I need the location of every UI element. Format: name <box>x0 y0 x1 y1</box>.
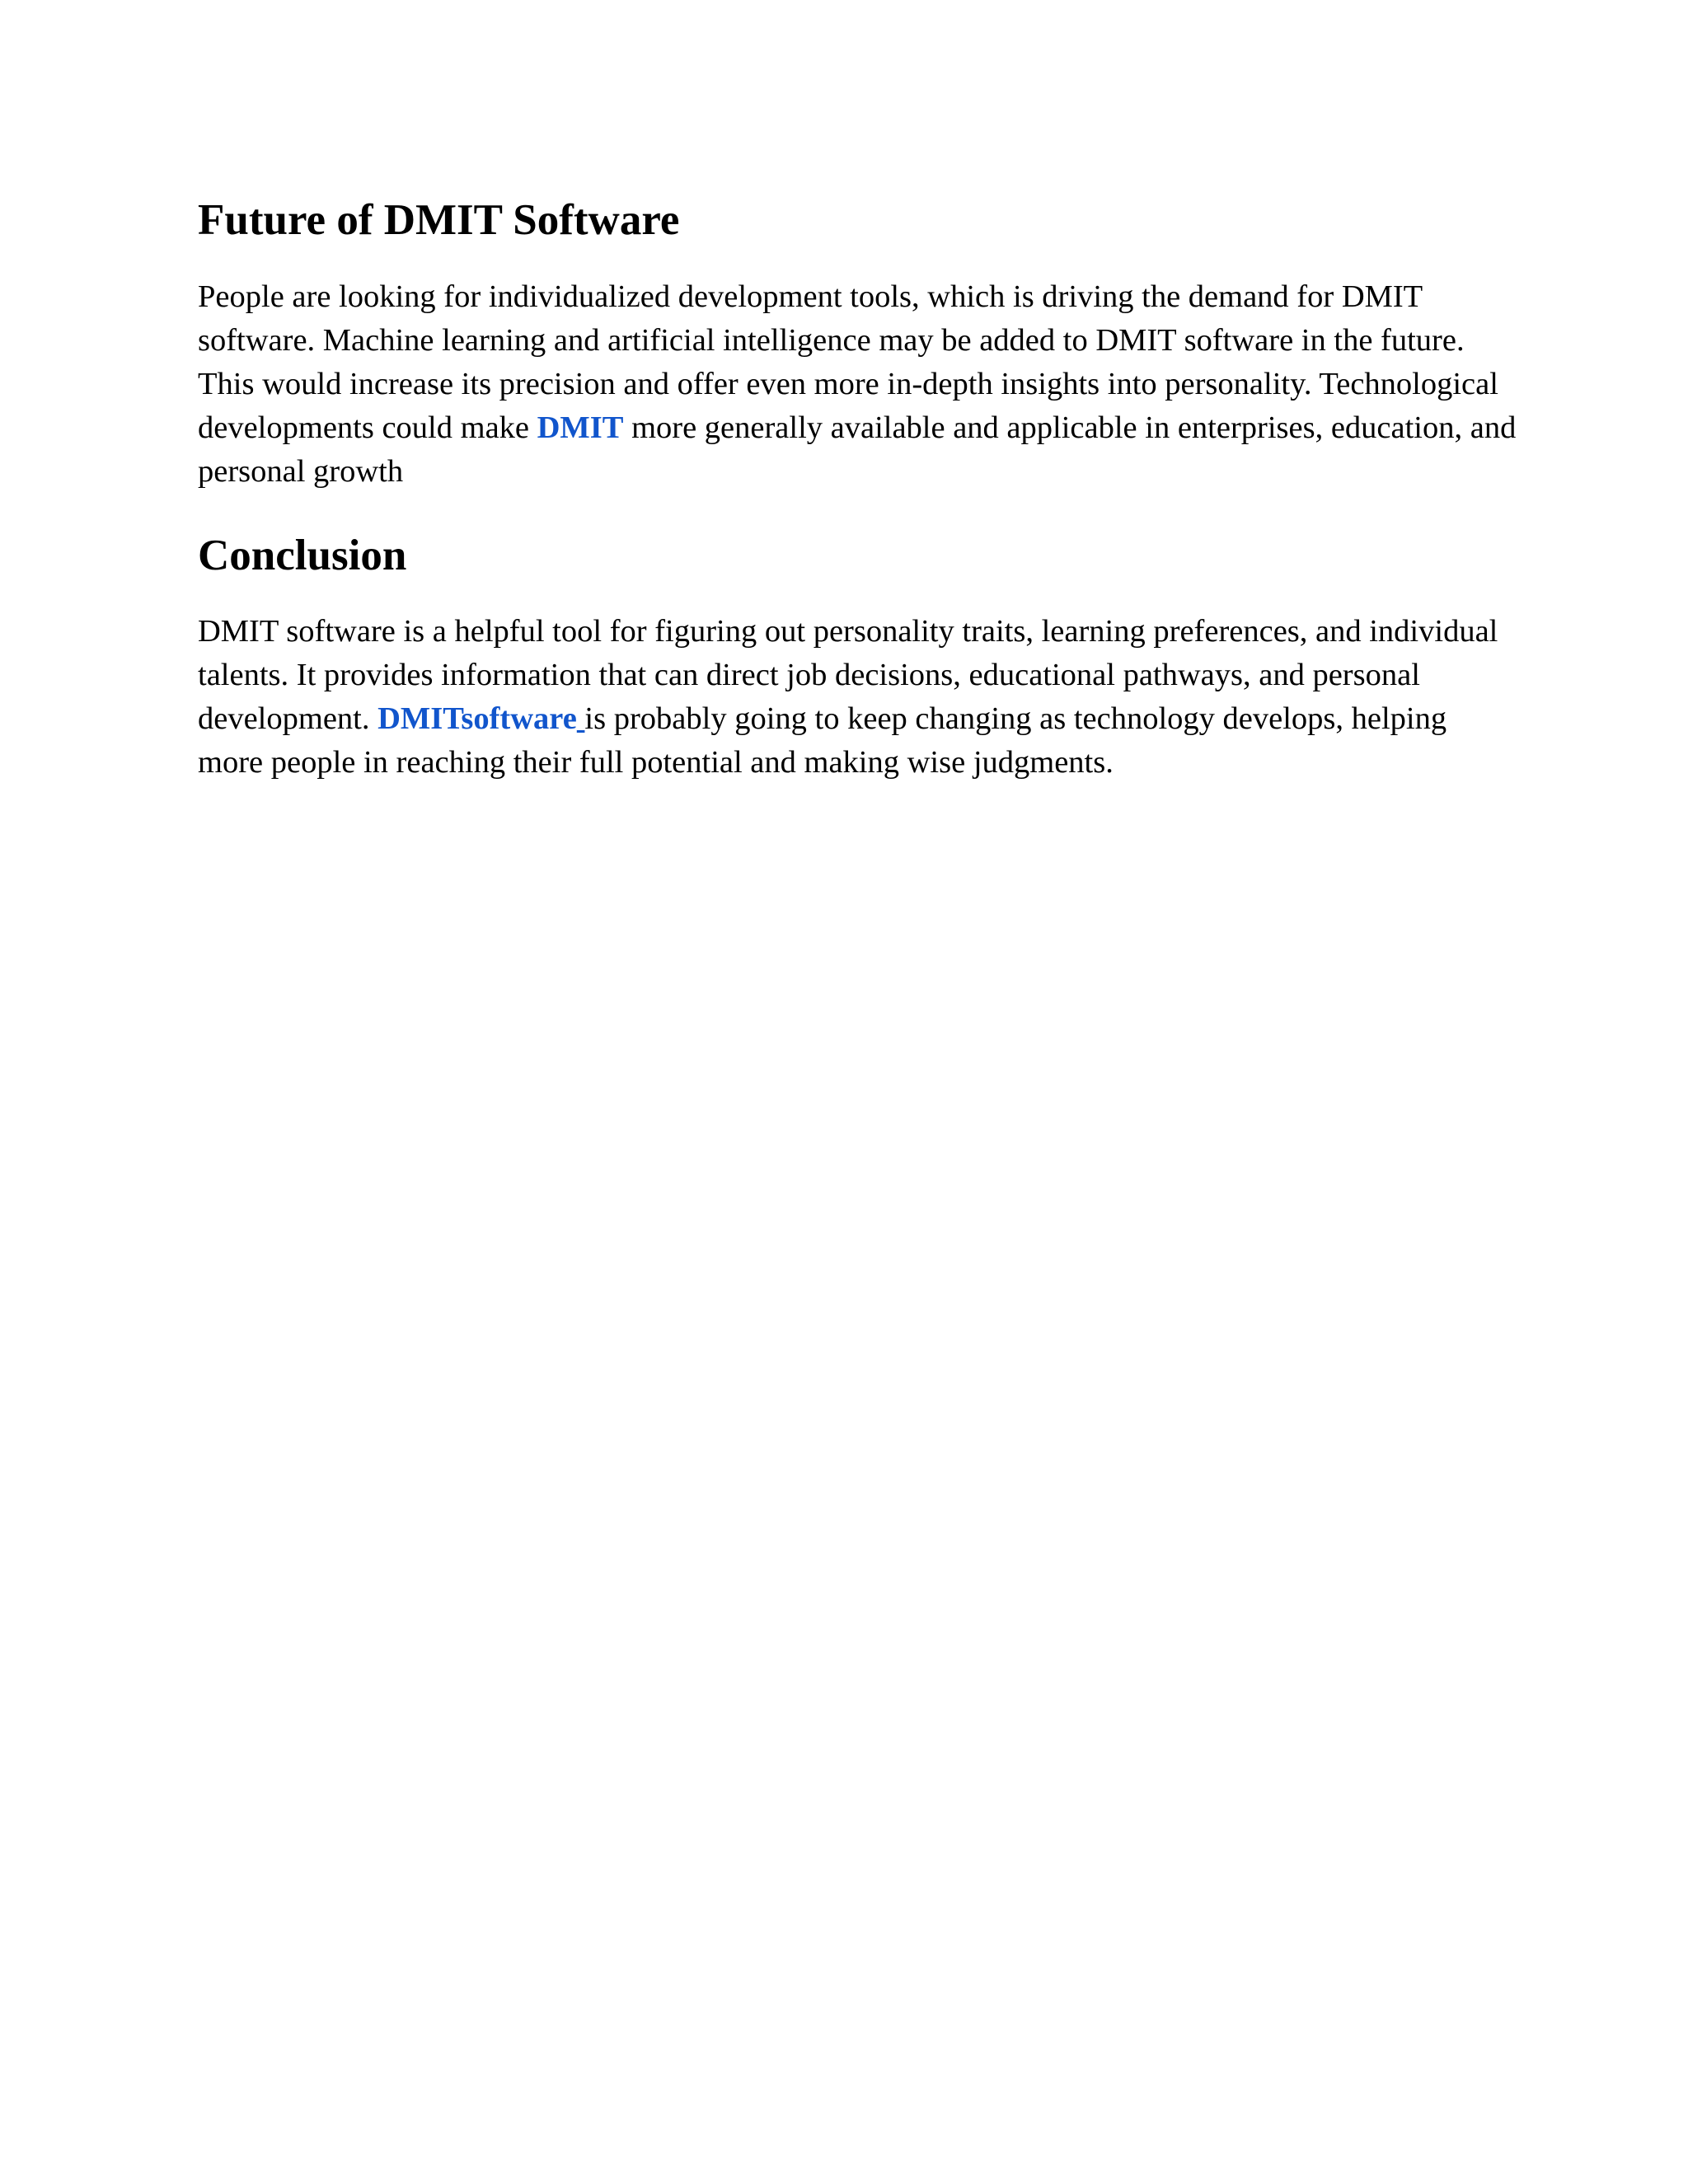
dmitsoftware-link-trailing-space[interactable] <box>577 701 585 736</box>
dmit-link[interactable]: DMIT <box>537 410 624 445</box>
document-page <box>198 186 1517 785</box>
heading-conclusion: Conclusion <box>198 531 407 579</box>
paragraph-conclusion <box>198 610 1517 785</box>
heading-future-of-dmit-software: Future of DMIT Software <box>198 196 680 244</box>
paragraph-conclusion-text-before-link: DMIT software is a helpful tool for figuring out personality traits, learning preferences, and individual talents. It provides information that can direct job decisions, educational pathways, and personal development. <box>198 614 1498 737</box>
paragraph-future-text-after-link: more generally available and applicable in enterprises, education, and personal growth <box>198 410 1517 489</box>
section-conclusion <box>198 530 1517 785</box>
section-future <box>198 194 1517 494</box>
paragraph-future <box>198 275 1517 494</box>
dmitsoftware-link[interactable]: DMITsoftware <box>377 701 577 737</box>
paragraph-conclusion-text-after-link: is probably going to keep changing as technology develops, helping more people in reaching their full potential and making wise judgments. <box>198 701 1447 780</box>
paragraph-future-text-before-link: People are looking for individualized development tools, which is driving the demand for DMIT software. Machine learning and artificial intelligence may be added to DMIT software in the future. This would increase its precision and offer even more in-depth insights into personality. Technological developments could make <box>198 279 1498 445</box>
